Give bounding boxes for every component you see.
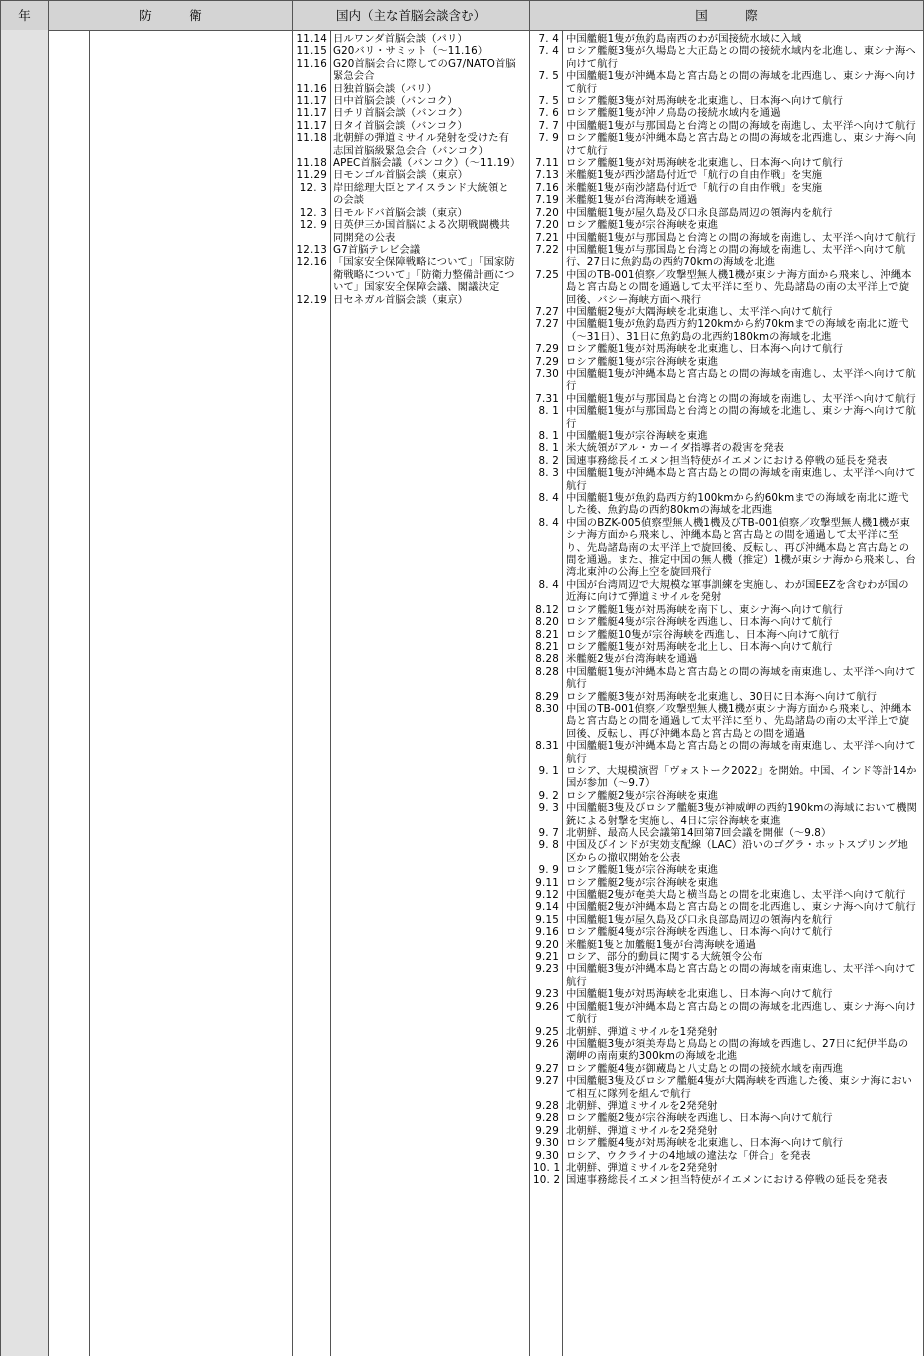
event-text: 米艦艇1隻が西沙諸島付近で「航行の自由作戦」を実施 <box>566 169 823 182</box>
international-event-row <box>533 765 921 790</box>
event-date: 8. 1 <box>538 405 559 418</box>
event-text: ロシア艦艇1隻が沖縄本島と宮古島との間の海域を北西進し、東シナ海へ向けて航行 <box>566 132 916 157</box>
event-text: 中国が台湾周辺で大規模な軍事訓練を実施し、わが国EEZを含むわが国の近海に向けて弾道ミサイルを発射 <box>566 578 909 604</box>
table-header <box>0 0 924 31</box>
event-text: 日タイ首脳会談（バンコク） <box>333 119 468 132</box>
domestic-event-row <box>295 95 527 107</box>
international-event-row <box>533 790 921 802</box>
event-date: 7. 9 <box>538 132 559 145</box>
event-date: 10. 1 <box>533 1161 561 1174</box>
event-date: 11.18 <box>296 157 327 170</box>
international-event-row <box>533 306 921 318</box>
event-date: 9.27 <box>535 1075 559 1088</box>
event-date: 9.15 <box>535 913 559 926</box>
international-event-row <box>533 802 921 827</box>
event-text: ロシア艦艇4隻が宗谷海峡を西進し、日本海へ向けて航行 <box>566 616 833 629</box>
event-text: ロシア艦艇2隻が宗谷海峡を東進 <box>566 789 719 802</box>
event-date: 9.11 <box>535 876 559 889</box>
international-event-row <box>533 926 921 938</box>
international-event-row <box>533 939 921 951</box>
event-text: 日チリ首脳会談（バンコク） <box>333 107 469 120</box>
event-text: ロシア艦艇1隻が対馬海峡を北東進し、日本海へ向けて航行 <box>566 157 843 170</box>
event-date: 9.28 <box>535 1099 559 1112</box>
domestic-event-row <box>295 219 527 244</box>
event-text: 北朝鮮の弾道ミサイル発射を受けた有志国首脳級緊急会合（バンコク） <box>333 132 510 157</box>
international-event-row <box>533 1100 921 1112</box>
international-event-row <box>533 1001 921 1026</box>
event-text: ロシア艦艇10隻が宗谷海峡を西進し、日本海へ向けて航行 <box>566 628 840 641</box>
international-event-row <box>533 157 921 169</box>
event-date: 9.30 <box>535 1137 559 1150</box>
international-column <box>533 33 921 1187</box>
international-event-row <box>533 343 921 355</box>
international-event-row <box>533 232 921 244</box>
event-text: 日独首脳会談（バリ） <box>333 82 437 95</box>
international-event-row <box>533 45 921 70</box>
event-date: 7. 6 <box>538 107 559 120</box>
event-date: 7.29 <box>535 343 559 356</box>
event-date: 11.29 <box>296 169 327 182</box>
event-text: 米艦艇1隻が南沙諸島付近で「航行の自由作戦」を実施 <box>566 181 823 194</box>
event-date: 8.21 <box>535 628 559 641</box>
international-event-row <box>533 641 921 653</box>
domestic-event-row <box>295 120 527 132</box>
international-event-row <box>533 839 921 864</box>
event-text: 中国艦艇1隻が沖縄本島と宮古島との間の海域を南東進し、太平洋へ向けて航行 <box>566 467 916 492</box>
domestic-event-row <box>295 169 527 181</box>
international-event-row <box>533 95 921 107</box>
international-event-row <box>533 666 921 691</box>
international-event-row <box>533 889 921 901</box>
international-event-row <box>533 194 921 206</box>
event-text: 中国艦艇1隻が屋久島及び口永良部島周辺の領海内を航行 <box>566 206 833 219</box>
event-date: 7.27 <box>535 305 559 318</box>
event-date: 12.13 <box>296 243 327 256</box>
event-date: 9.14 <box>535 901 559 914</box>
event-date: 9.30 <box>535 1149 559 1162</box>
event-text: 中国艦艇1隻が魚釣島西方約120kmから約70kmまでの海域を南北に遊弋（～31日）、31日に魚釣島の北西約180kmの海域を北進 <box>566 318 909 343</box>
event-text: ロシア艦艇1隻が沖ノ鳥島の接続水域内を通過 <box>566 107 781 120</box>
event-text: 米艦艇1隻が台湾海峡を通過 <box>566 194 698 207</box>
event-text: 中国艦艇1隻が与那国島と台湾との間の海域を南進し、太平洋へ向けて航行 <box>566 231 916 244</box>
event-date: 9.23 <box>535 988 559 1001</box>
event-date: 8.21 <box>535 640 559 653</box>
event-date: 12.19 <box>296 293 327 306</box>
international-event-row <box>533 877 921 889</box>
event-date: 11.17 <box>296 95 327 108</box>
event-text: 中国艦艇2隻が沖縄本島と宮古島との間を北西進し、東シナ海へ向けて航行 <box>566 901 916 914</box>
event-text: 日モンゴル首脳会談（東京） <box>333 169 469 182</box>
international-event-row <box>533 1038 921 1063</box>
event-text: ロシア艦艇3隻が対馬海峡を北東進し、日本海へ向けて航行 <box>566 95 843 108</box>
event-text: 岸田総理大臣とアイスランド大統領との会談 <box>333 181 509 207</box>
event-text: 国連事務総長イエメン担当特使がイエメンにおける停戦の延長を発表 <box>566 1174 888 1187</box>
international-event-row <box>533 467 921 492</box>
event-date: 8.20 <box>535 616 559 629</box>
event-text: G7首脳テレビ会議 <box>333 243 421 256</box>
international-event-row <box>533 827 921 839</box>
event-text: 中国艦艇1隻が与那国島と台湾との間の海域を南進し、太平洋へ向けて航行、27日に魚釣島の西約70kmの海域を北進 <box>566 243 906 269</box>
event-date: 7.25 <box>535 268 559 281</box>
international-event-row <box>533 1112 921 1124</box>
event-text: 中国のBZK-005偵察型無人機1機及びTB-001偵察／攻撃型無人機1機が東シナ海方面から飛来し、沖縄本島と宮古島との間を通過して太平洋に至り、先島諸島南の太平洋上で旋回後、反転し、再び沖縄本島と宮古島との間を通過。また、推定中国の無人機（推定）1機が東シナ海から飛来し、台湾北東沖の公海上空を旋回飛行 <box>566 516 916 579</box>
international-event-row <box>533 703 921 740</box>
event-text: 日セネガル首脳会談（東京） <box>333 293 469 306</box>
event-date: 7.20 <box>535 206 559 219</box>
international-event-row <box>533 182 921 194</box>
international-event-row <box>533 579 921 604</box>
international-event-row <box>533 442 921 454</box>
event-text: 中国艦艇1隻が宗谷海峡を東進 <box>566 430 708 442</box>
event-text: 中国のTB-001偵察／攻撃型無人機1機が東シナ海方面から飛来し、沖縄本島と宮古島との間を通過して太平洋に至り、先島諸島の南の太平洋上で旋回後、反転し、再び沖縄本島と宮古島との間を通過 <box>566 702 912 740</box>
international-event-row <box>533 604 921 616</box>
international-event-row <box>533 963 921 988</box>
event-date: 9.12 <box>535 889 559 902</box>
event-text: ロシア艦艇2隻が宗谷海峡を東進 <box>566 876 719 889</box>
year-column <box>0 30 48 1356</box>
event-text: 中国艦艇3隻が須美寿島と鳥島との間の海域を西進し、27日に紀伊半島の潮岬の南南東約300kmの海域を北進 <box>566 1037 909 1063</box>
international-event-row <box>533 517 921 579</box>
event-date: 8. 3 <box>538 467 559 480</box>
event-text: ロシア艦艇1隻が宗谷海峡を東進 <box>566 864 719 877</box>
international-event-row <box>533 1063 921 1075</box>
international-event-row <box>533 1075 921 1100</box>
event-date: 8.30 <box>535 702 559 715</box>
event-text: ロシア艦艇3隻が久場島と大正島との間の接続水域内を北進し、東シナ海へ向けて航行 <box>566 45 916 70</box>
event-text: 北朝鮮、弾道ミサイルを2発発射 <box>566 1124 718 1137</box>
international-event-row <box>533 269 921 306</box>
event-date: 7.19 <box>535 194 559 207</box>
domestic-event-row <box>295 244 527 256</box>
event-text: 北朝鮮、弾道ミサイルを2発発射 <box>566 1099 718 1112</box>
event-date: 7. 5 <box>538 70 559 83</box>
event-text: 中国のTB-001偵察／攻撃型無人機1機が東シナ海方面から飛来し、沖縄本島と宮古島との間を通過して太平洋に至り、先島諸島の南の太平洋上で旋回後、バシー海峡方面へ飛行 <box>566 268 912 306</box>
event-text: ロシア、部分的動員に関する大統領令公布 <box>566 951 763 964</box>
event-date: 9.16 <box>535 926 559 939</box>
event-text: ロシア、大規模演習「ヴォストーク2022」を開始。中国、インド等計14か国が参加（～9.7） <box>566 764 917 790</box>
event-text: 中国艦艇3隻及びロシア艦艇4隻が大隅海峡を西進した後、東シナ海において相互に隊列を組んで航行 <box>566 1075 913 1100</box>
international-event-row <box>533 1162 921 1174</box>
event-text: ロシア艦艇4隻が御蔵島と八丈島との間の接続水域を南西進 <box>566 1062 843 1075</box>
event-text: 中国艦艇1隻が与那国島と台湾との間の海域を北進し、東シナ海へ向けて航行 <box>566 405 916 430</box>
domestic-event-row <box>295 294 527 306</box>
event-text: 中国及びインドが実効支配線（LAC）沿いのゴグラ・ホットスプリング地区からの撤収開始を公表 <box>566 839 908 864</box>
event-date: 7.13 <box>535 169 559 182</box>
international-event-row <box>533 107 921 119</box>
event-text: 米艦艇1隻と加艦艇1隻が台湾海峡を通過 <box>566 938 757 951</box>
event-text: G20首脳会合に際してのG7/NATO首脳緊急会合 <box>333 57 516 83</box>
domestic-event-row <box>295 256 527 293</box>
international-event-row <box>533 120 921 132</box>
event-date: 8. 4 <box>538 492 559 505</box>
event-date: 7.21 <box>535 231 559 244</box>
international-event-row <box>533 988 921 1000</box>
event-date: 8. 1 <box>538 430 559 442</box>
international-event-row <box>533 368 921 393</box>
event-text: 国連事務総長イエメン担当特使がイエメンにおける停戦の延長を発表 <box>566 454 888 467</box>
international-event-row <box>533 207 921 219</box>
event-text: 中国艦艇1隻が対馬海峡を北東進し、日本海へ向けて航行 <box>566 988 833 1001</box>
international-event-row <box>533 492 921 517</box>
event-date: 9.23 <box>535 963 559 976</box>
event-date: 8.12 <box>535 603 559 616</box>
header-domestic: 国内（主な首脳会談含む） <box>293 1 530 30</box>
domestic-column <box>295 33 527 306</box>
event-date: 9.26 <box>535 1037 559 1050</box>
domestic-event-row <box>295 207 527 219</box>
international-event-row <box>533 740 921 765</box>
event-date: 7.16 <box>535 181 559 194</box>
international-event-row <box>533 33 921 45</box>
international-event-row <box>533 901 921 913</box>
event-text: 中国艦艇1隻が沖縄本島と宮古島との間の海域を南進し、太平洋へ向けて航行 <box>566 367 916 393</box>
event-text: 中国艦艇1隻が与那国島と台湾との間の海域を南進し、太平洋へ向けて航行 <box>566 392 916 405</box>
event-text: ロシア艦艇1隻が宗谷海峡を東進 <box>566 219 719 232</box>
event-text: 日中首脳会談（バンコク） <box>333 95 458 108</box>
event-date: 9.28 <box>535 1112 559 1125</box>
event-date: 9.21 <box>535 951 559 964</box>
domestic-event-row <box>295 58 527 83</box>
divider-defense-date <box>89 30 90 1356</box>
event-text: 中国艦艇3隻が沖縄本島と宮古島との間の海域を南東進し、太平洋へ向けて航行 <box>566 963 916 988</box>
event-date: 7.27 <box>535 318 559 331</box>
international-event-row <box>533 1174 921 1186</box>
event-text: G20バリ・サミット（～11.16） <box>333 45 489 58</box>
header-defense: 防 衛 <box>49 1 293 30</box>
international-event-row <box>533 653 921 665</box>
event-date: 7.11 <box>535 157 559 170</box>
event-text: 米大統領がアル・カーイダ指導者の殺害を発表 <box>566 442 784 455</box>
event-date: 10. 2 <box>533 1174 561 1187</box>
event-date: 8. 4 <box>538 516 559 529</box>
event-text: 日ルワンダ首脳会談（パリ） <box>333 33 468 45</box>
event-text: ロシア艦艇4隻が対馬海峡を北東進し、日本海へ向けて航行 <box>566 1137 843 1150</box>
event-date: 11.14 <box>296 33 327 45</box>
international-event-row <box>533 219 921 231</box>
event-text: 中国艦艇1隻が沖縄本島と宮古島との間の海域を南東進し、太平洋へ向けて航行 <box>566 665 916 691</box>
event-text: ロシア、ウクライナの4地域の違法な「併合」を発表 <box>566 1149 811 1162</box>
event-date: 8.28 <box>535 665 559 678</box>
event-text: ロシア艦艇1隻が対馬海峡を北上し、日本海へ向けて航行 <box>566 640 833 653</box>
event-date: 9. 3 <box>538 802 559 815</box>
event-text: ロシア艦艇4隻が宗谷海峡を西進し、日本海へ向けて航行 <box>566 926 833 939</box>
event-date: 7. 5 <box>538 95 559 108</box>
event-date: 9.25 <box>535 1025 559 1038</box>
event-date: 9.29 <box>535 1124 559 1137</box>
event-text: 中国艦艇2隻が大隅海峡を北東進し、太平洋へ向けて航行 <box>566 305 833 318</box>
international-event-row <box>533 1137 921 1149</box>
international-event-row <box>533 318 921 343</box>
event-date: 9.27 <box>535 1062 559 1075</box>
international-event-row <box>533 1026 921 1038</box>
international-event-row <box>533 914 921 926</box>
divider-domestic <box>529 30 530 1356</box>
international-event-row <box>533 70 921 95</box>
event-text: 北朝鮮、最高人民会議第14回第7回会議を開催（～9.8） <box>566 827 832 839</box>
event-date: 12. 3 <box>299 206 327 219</box>
event-date: 7.29 <box>535 355 559 368</box>
event-text: 中国艦艇1隻が沖縄本島と宮古島との間の海域を南東進し、太平洋へ向けて航行 <box>566 740 916 765</box>
international-event-row <box>533 356 921 368</box>
event-date: 8. 4 <box>538 578 559 591</box>
event-text: ロシア艦艇2隻が宗谷海峡を西進し、日本海へ向けて航行 <box>566 1112 833 1125</box>
event-text: 中国艦艇1隻が魚釣島西方約100kmから約60kmまでの海域を南北に遊弋した後、魚釣島の西約80kmの海域を北西進 <box>566 492 909 517</box>
international-event-row <box>533 132 921 157</box>
event-text: ロシア艦艇1隻が対馬海峡を南下し、東シナ海へ向けて航行 <box>566 603 843 616</box>
international-event-row <box>533 430 921 442</box>
event-text: 中国艦艇1隻が屋久島及び口永良部島周辺の領海内を航行 <box>566 913 833 926</box>
event-date: 11.17 <box>296 119 327 132</box>
event-text: ロシア艦艇1隻が対馬海峡を北東進し、日本海へ向けて航行 <box>566 343 843 356</box>
event-text: 日英伊三か国首脳による次期戦闘機共同開発の公表 <box>333 219 510 244</box>
domestic-event-row <box>295 45 527 57</box>
domestic-event-row <box>295 107 527 119</box>
event-date: 11.16 <box>296 82 327 95</box>
event-date: 11.18 <box>296 132 327 145</box>
event-text: 日モルドバ首脳会談（東京） <box>333 206 468 219</box>
event-date: 9. 2 <box>538 789 559 802</box>
event-date: 9. 8 <box>538 839 559 852</box>
international-event-row <box>533 616 921 628</box>
event-text: 中国艦艇1隻が沖縄本島と宮古島との間の海域を北西進し、東シナ海へ向けて航行 <box>566 70 916 95</box>
event-text: 中国艦艇1隻が与那国島と台湾との間の海域を南進し、太平洋へ向けて航行 <box>566 119 916 132</box>
international-event-row <box>533 951 921 963</box>
international-event-row <box>533 629 921 641</box>
domestic-event-row <box>295 33 527 45</box>
domestic-event-row <box>295 83 527 95</box>
event-date: 11.15 <box>296 45 327 58</box>
international-event-row <box>533 244 921 269</box>
domestic-event-row <box>295 182 527 207</box>
event-date: 12.16 <box>296 256 327 269</box>
international-event-row <box>533 864 921 876</box>
header-year: 年 <box>1 1 49 30</box>
event-text: 北朝鮮、弾道ミサイルを2発発射 <box>566 1161 718 1174</box>
event-text: APEC首脳会議（バンコク）（～11.19） <box>333 157 521 170</box>
event-date: 8. 2 <box>538 454 559 467</box>
international-event-row <box>533 405 921 430</box>
event-date: 11.16 <box>296 57 327 70</box>
divider-defense <box>292 30 293 1356</box>
divider-year <box>48 30 49 1356</box>
domestic-event-row <box>295 157 527 169</box>
event-date: 7. 4 <box>538 33 559 45</box>
event-text: ロシア艦艇1隻が宗谷海峡を東進 <box>566 355 719 368</box>
event-date: 11.17 <box>296 107 327 120</box>
event-date: 7.22 <box>535 243 559 256</box>
header-international: 国 際 <box>695 8 758 23</box>
event-date: 9. 7 <box>538 827 559 839</box>
event-date: 8.31 <box>535 740 559 753</box>
international-event-row <box>533 1125 921 1137</box>
event-text: ロシア艦艇3隻が対馬海峡を北東進し、30日に日本海へ向けて航行 <box>566 690 878 703</box>
event-text: 中国艦艇2隻が奄美大島と横当島との間を北東進し、太平洋へ向けて航行 <box>566 889 906 902</box>
event-date: 9. 1 <box>538 764 559 777</box>
international-event-row <box>533 169 921 181</box>
event-date: 9.26 <box>535 1000 559 1013</box>
event-text: 中国艦艇1隻が魚釣島南西のわが国接続水域に入域 <box>566 33 802 45</box>
event-text: 北朝鮮、弾道ミサイルを1発発射 <box>566 1025 718 1038</box>
event-date: 8.28 <box>535 653 559 666</box>
event-date: 9. 9 <box>538 864 559 877</box>
event-text: 米艦艇2隻が台湾海峡を通過 <box>566 653 698 666</box>
event-date: 7. 4 <box>538 45 559 58</box>
event-text: 中国艦艇1隻が沖縄本島と宮古島との間の海域を北西進し、東シナ海へ向けて航行 <box>566 1000 916 1026</box>
event-date: 7.30 <box>535 367 559 380</box>
event-date: 8. 1 <box>538 442 559 455</box>
event-date: 7.20 <box>535 219 559 232</box>
event-date: 7.31 <box>535 392 559 405</box>
event-date: 9.20 <box>535 938 559 951</box>
event-date: 7. 7 <box>538 119 559 132</box>
event-text: 中国艦艇3隻及びロシア艦艇3隻が神威岬の西約190kmの海域において機関銃による射撃を実施し、4日に宗谷海峡を東進 <box>566 802 917 827</box>
international-event-row <box>533 691 921 703</box>
event-date: 12. 3 <box>299 181 327 194</box>
event-text: 「国家安全保障戦略について」「国家防衛戦略について」「防衛力整備計画について」国家安全保障会議、閣議決定 <box>333 256 515 294</box>
event-date: 12. 9 <box>299 219 327 232</box>
international-event-row <box>533 1150 921 1162</box>
event-date: 8.29 <box>535 690 559 703</box>
table-border-left <box>0 30 1 1356</box>
international-event-row <box>533 393 921 405</box>
international-event-row <box>533 455 921 467</box>
domestic-event-row <box>295 132 527 157</box>
